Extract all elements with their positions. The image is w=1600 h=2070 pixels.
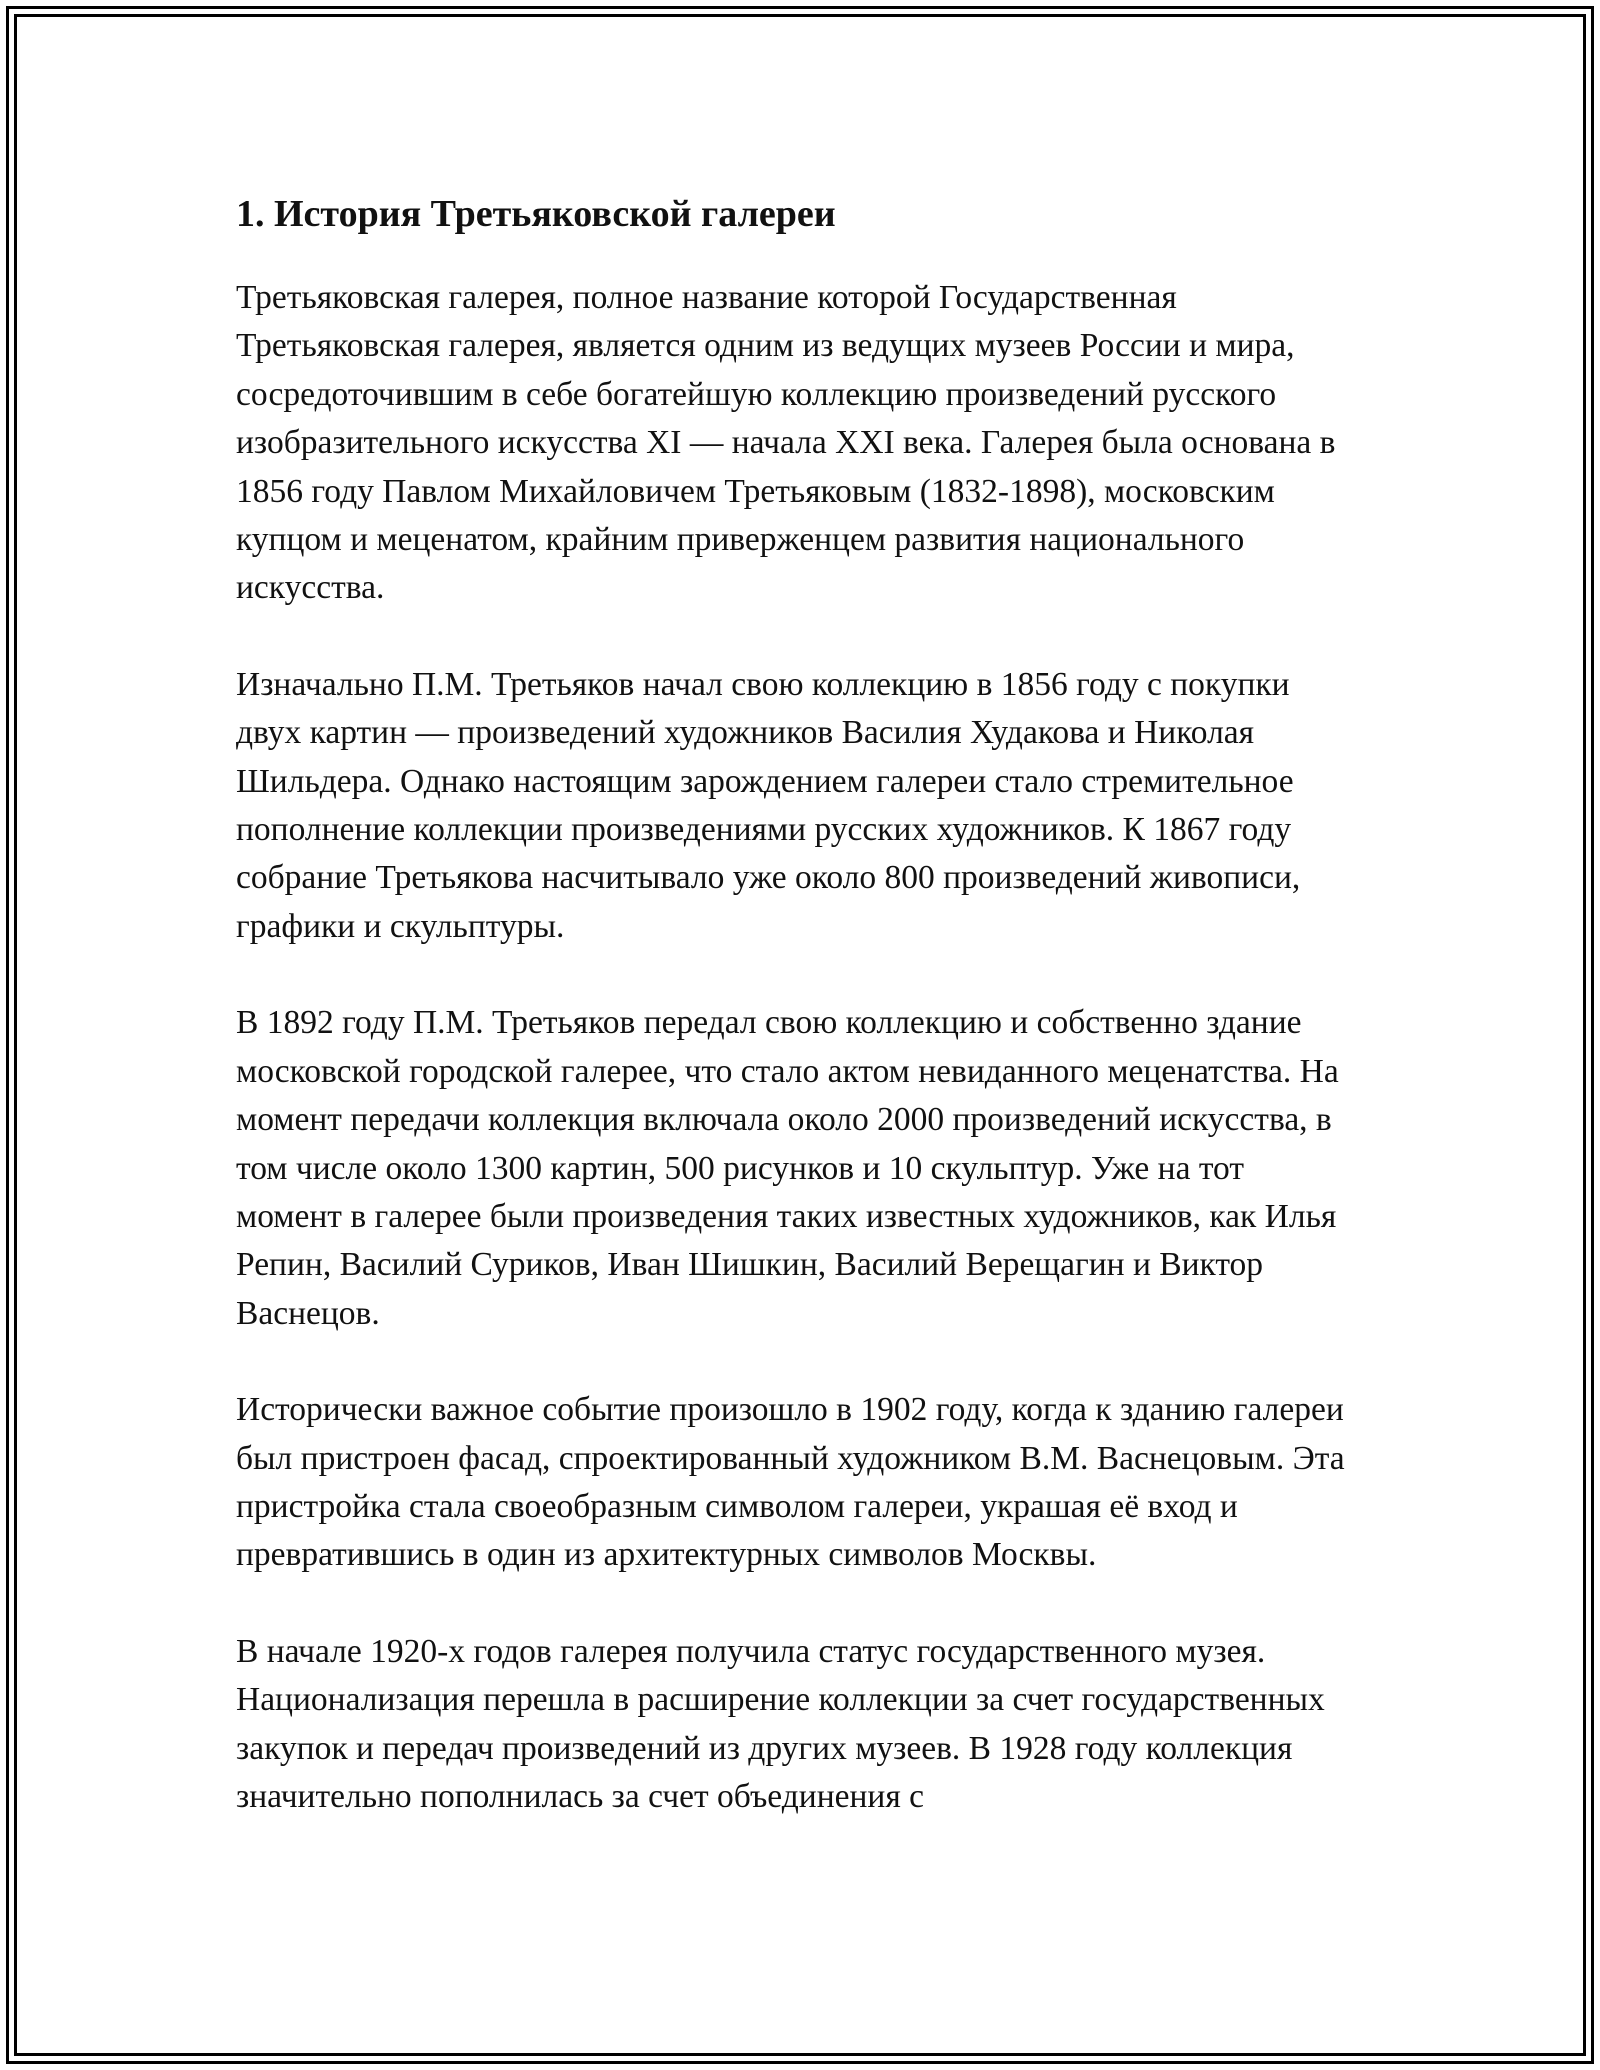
paragraph-1: Третьяковская галерея, полное название которой Государственная Третьяковская галерея, является одним из ведущих музеев России и мира, сосредоточившим в себе богатейшую коллекцию произведений русского изобразительного искусства XI — начала XXI века. Галерея была основана в 1856 году Павлом Михайловичем Третьяковым (1832-1898), московским купцом и меценатом, крайним приверженцем развития национального искусства. xyxy=(236,279,1336,607)
paragraph-3: В 1892 году П.М. Третьяков передал свою коллекцию и собственно здание московской городской галерее, что стало актом невиданного меценатства. На момент передачи коллекция включала около 2000 произведений искусства, в том числе около 1300 картин, 500 рисунков и 10 скульптур. Уже на тот момент в галерее были произведения таких известных художников, как Илья Репин, Василий Суриков, Иван Шишкин, Василий Верещагин и Виктор Васнецов. xyxy=(236,1004,1339,1332)
paragraph-4: Исторически важное событие произошло в 1902 году, когда к зданию галереи был пристроен фасад, спроектированный художником В.М. Васнецовым. Эта пристройка стала своеобразным символом галереи, украшая её вход и превратившись в один из архитектурных символов Москвы. xyxy=(236,1391,1345,1574)
paragraph-5: В начале 1920-х годов галерея получила статус государственного музея. Национализация перешла в расширение коллекции за счет государственных закупок и передач произведений из других музеев. В 1928 году коллекция значительно пополнилась за счет объединения с xyxy=(236,1632,1325,1815)
section-heading: 1. История Третьяковской галереи xyxy=(236,193,836,235)
paragraph-2: Изначально П.М. Третьяков начал свою коллекцию в 1856 году с покупки двух картин — произведений художников Василия Худакова и Николая Шильдера. Однако настоящим зарождением галереи стало стремительное пополнение коллекции произведениями русских художников. К 1867 году собрание Третьякова насчитывало уже около 800 произведений живописи, графики и скульптуры. xyxy=(236,665,1301,945)
document-body xyxy=(236,188,1356,1869)
